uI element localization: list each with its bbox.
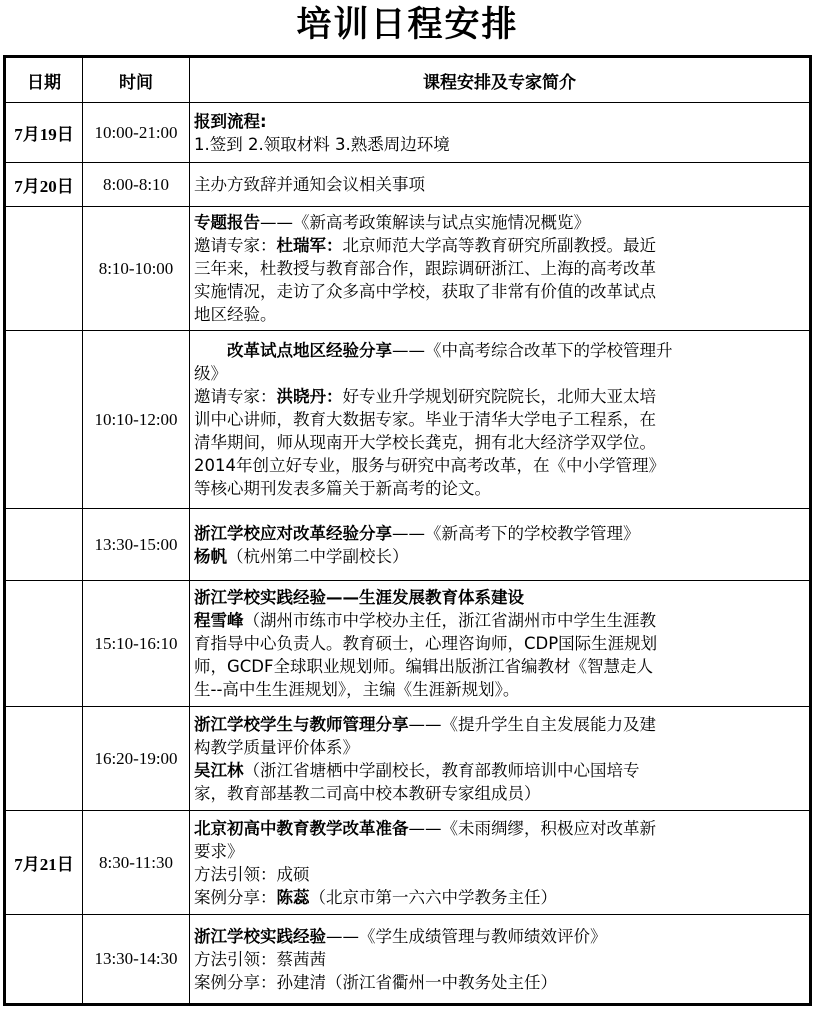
schedule-row bbox=[5, 163, 811, 207]
content-line bbox=[194, 736, 805, 759]
header-date: 日期 bbox=[5, 57, 83, 103]
content-line bbox=[194, 632, 805, 655]
time-cell: 10:10-12:00 bbox=[83, 331, 190, 509]
bold-text: 改革试点地区经验分享 bbox=[227, 341, 392, 360]
text: 案例分享：孙建清（浙江省衢州一中教务处主任） bbox=[194, 972, 557, 992]
content-cell bbox=[190, 331, 811, 509]
time-cell: 8:00-8:10 bbox=[83, 163, 190, 207]
text: ——《学生成绩管理与教师绩效评价》 bbox=[326, 926, 607, 946]
text: （北京市第一六六中学教务主任） bbox=[309, 887, 557, 907]
content-cell bbox=[190, 207, 811, 331]
bold-text: 程雪峰 bbox=[194, 611, 244, 630]
content-line bbox=[194, 234, 805, 257]
content-cell bbox=[190, 509, 811, 581]
text: 案例分享： bbox=[194, 887, 277, 907]
date-cell bbox=[5, 707, 83, 811]
content-line bbox=[194, 522, 805, 545]
schedule-row bbox=[5, 581, 811, 707]
text: 训中心讲师，教育大数据专家。毕业于清华大学电子工程系，在 bbox=[194, 410, 656, 429]
text: 实施情况，走访了众多高中学校，获取了非常有价值的改革试点 bbox=[194, 282, 656, 301]
text: 邀请专家： bbox=[194, 387, 277, 406]
text: 主办方致辞并通知会议相关事项 bbox=[194, 175, 425, 194]
content-line bbox=[194, 385, 805, 408]
content-line bbox=[194, 713, 805, 736]
text: 家，教育部基教二司高中校本教研专家组成员） bbox=[194, 783, 541, 803]
date-cell: 7月19日 bbox=[5, 103, 83, 163]
content-line bbox=[194, 609, 805, 632]
content-cell bbox=[190, 707, 811, 811]
content-line bbox=[194, 339, 805, 362]
schedule-row bbox=[5, 207, 811, 331]
time-cell: 16:20-19:00 bbox=[83, 707, 190, 811]
bold-text: 浙江学校应对改革经验分享 bbox=[194, 523, 392, 543]
bold-text: 陈蕊 bbox=[276, 887, 310, 907]
bold-text: 洪晓丹： bbox=[276, 387, 343, 406]
content-line bbox=[194, 408, 805, 431]
header-row bbox=[5, 57, 811, 103]
time-cell: 15:10-16:10 bbox=[83, 581, 190, 707]
text: （浙江省塘栖中学副校长，教育部教师培训中心国培专 bbox=[243, 760, 640, 780]
text: 2014年创立好专业，服务与研究中高考改革，在《中小学管理》 bbox=[194, 456, 665, 475]
text: ——《新高考下的学校教学管理》 bbox=[392, 523, 640, 543]
schedule-row bbox=[5, 103, 811, 163]
content-line bbox=[194, 886, 805, 909]
content-line bbox=[194, 303, 805, 326]
content-cell bbox=[190, 163, 811, 207]
content-line bbox=[194, 280, 805, 303]
text: ——《中高考综合改革下的学校管理升 bbox=[392, 341, 673, 360]
text: 邀请专家： bbox=[194, 236, 277, 255]
time-cell: 8:10-10:00 bbox=[83, 207, 190, 331]
content-line bbox=[194, 925, 805, 948]
bold-text: 浙江学校实践经验——生涯发展教育体系建设 bbox=[194, 588, 524, 607]
text: 1.签到 2.领取材料 3.熟悉周边环境 bbox=[194, 134, 450, 154]
text: 三年来，杜教授与教育部合作，跟踪调研浙江、上海的高考改革 bbox=[194, 259, 656, 278]
header-time: 时间 bbox=[83, 57, 190, 103]
content-line bbox=[194, 362, 805, 385]
content-line bbox=[194, 817, 805, 840]
date-cell bbox=[5, 207, 83, 331]
content-line bbox=[194, 971, 805, 994]
page-title: 培训日程安排 bbox=[296, 5, 519, 45]
text: ——《未雨绸缪，积极应对改革新 bbox=[408, 818, 656, 838]
time-cell: 10:00-21:00 bbox=[83, 103, 190, 163]
content-cell bbox=[190, 103, 811, 163]
content-cell bbox=[190, 811, 811, 915]
content-line bbox=[194, 678, 805, 701]
content-line bbox=[194, 133, 805, 156]
text: 清华期间，师从现南开大学校长龚克，拥有北大经济学双学位。 bbox=[194, 433, 656, 452]
content-line bbox=[194, 454, 805, 477]
text: 北京师范大学高等教育研究所副教授。最近 bbox=[342, 236, 656, 255]
header-content: 课程安排及专家简介 bbox=[190, 57, 811, 103]
bold-text: 杨帆 bbox=[194, 546, 227, 566]
content-line bbox=[194, 477, 805, 500]
content-line bbox=[194, 863, 805, 886]
text: 生--高中生生涯规划》，主编《生涯新规划》。 bbox=[194, 680, 520, 699]
time-cell: 13:30-14:30 bbox=[83, 915, 190, 1005]
content-line bbox=[194, 655, 805, 678]
text: 方法引领：成硕 bbox=[194, 864, 310, 884]
text: 育指导中心负责人。教育硕士，心理咨询师，CDP国际生涯规划 bbox=[194, 634, 658, 653]
content-line bbox=[194, 840, 805, 863]
content-line bbox=[194, 586, 805, 609]
text: 级》 bbox=[194, 364, 227, 383]
date-cell bbox=[5, 331, 83, 509]
text: （杭州第二中学副校长） bbox=[227, 546, 409, 566]
bold-text: 杜瑞军： bbox=[276, 236, 343, 255]
schedule-row bbox=[5, 509, 811, 581]
bold-text: 浙江学校学生与教师管理分享 bbox=[194, 714, 409, 734]
bold-text: 报到流程: bbox=[194, 111, 267, 131]
date-cell: 7月20日 bbox=[5, 163, 83, 207]
content-cell bbox=[190, 915, 811, 1005]
bold-text: 专题报告 bbox=[194, 213, 260, 232]
text: 方法引领：蔡茜茜 bbox=[194, 949, 326, 969]
content-line bbox=[194, 173, 805, 196]
text: 师，GCDF全球职业规划师。编辑出版浙江省编教材《智慧走人 bbox=[194, 657, 654, 676]
text: ——《新高考政策解读与试点实施情况概览》 bbox=[260, 213, 590, 232]
schedule-row bbox=[5, 331, 811, 509]
content-line bbox=[194, 948, 805, 971]
schedule-row bbox=[5, 811, 811, 915]
text: ——《提升学生自主发展能力及建 bbox=[408, 714, 656, 734]
text: 地区经验。 bbox=[194, 305, 277, 324]
content-line bbox=[194, 110, 805, 133]
schedule-row bbox=[5, 707, 811, 811]
date-cell bbox=[5, 581, 83, 707]
content-line bbox=[194, 211, 805, 234]
bold-text: 吴江林 bbox=[194, 760, 244, 780]
content-line bbox=[194, 759, 805, 782]
content-line bbox=[194, 431, 805, 454]
text: 构教学质量评价体系》 bbox=[194, 737, 359, 757]
time-cell: 8:30-11:30 bbox=[83, 811, 190, 915]
time-cell: 13:30-15:00 bbox=[83, 509, 190, 581]
schedule-table bbox=[3, 55, 812, 1006]
content-line bbox=[194, 545, 805, 568]
text: 要求》 bbox=[194, 841, 244, 861]
content-cell bbox=[190, 581, 811, 707]
schedule-row bbox=[5, 915, 811, 1005]
bold-text: 浙江学校实践经验 bbox=[194, 926, 326, 946]
text: （湖州市练市中学校办主任，浙江省湖州市中学生生涯教 bbox=[243, 611, 656, 630]
date-cell: 7月21日 bbox=[5, 811, 83, 915]
bold-text: 北京初高中教育教学改革准备 bbox=[194, 818, 409, 838]
date-cell bbox=[5, 509, 83, 581]
text: 好专业升学规划研究院院长，北师大亚太培 bbox=[342, 387, 656, 406]
date-cell bbox=[5, 915, 83, 1005]
content-line bbox=[194, 782, 805, 805]
text: 等核心期刊发表多篇关于新高考的论文。 bbox=[194, 479, 491, 498]
content-line bbox=[194, 257, 805, 280]
